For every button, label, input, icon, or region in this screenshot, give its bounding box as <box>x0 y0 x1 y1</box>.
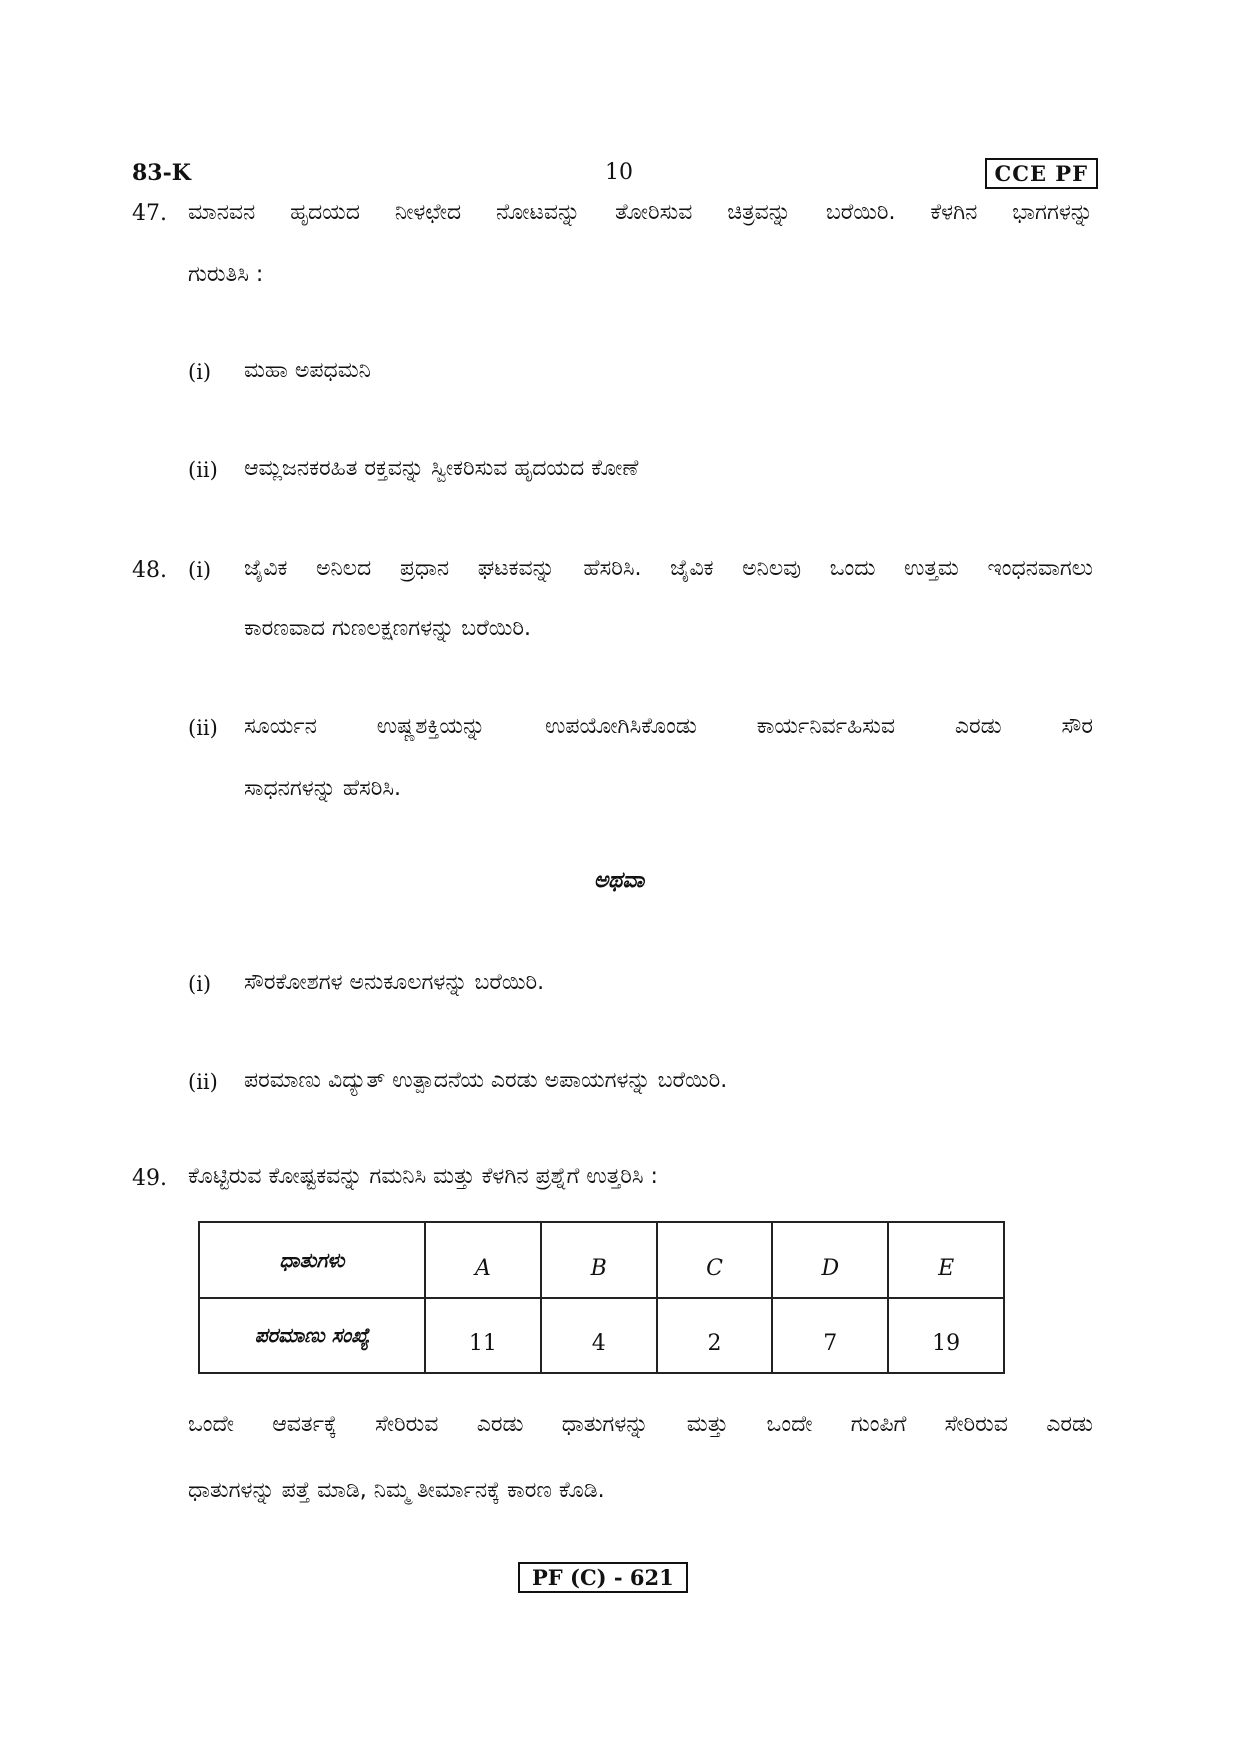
table-row-header: ಧಾತುಗಳು <box>199 1222 425 1298</box>
question-47-line-2: ಗುರುತಿಸಿ : <box>188 262 264 287</box>
elements-table <box>198 1221 1005 1374</box>
table-cell: E <box>888 1222 1004 1298</box>
q47-item-1-label: (i) <box>188 360 212 384</box>
question-49-line-2: ಧಾತುಗಳನ್ನು ಪತ್ತೆ ಮಾಡಿ, ನಿಮ್ಮ ತೀರ್ಮಾನಕ್ಕೆ ಕಾರಣ ಕೊಡಿ. <box>188 1478 605 1503</box>
q47-item-2-label: (ii) <box>188 458 218 482</box>
q48-alt-1-label: (i) <box>188 972 212 996</box>
q48-part-1-label: (i) <box>188 558 212 582</box>
table-cell: 2 <box>657 1298 773 1374</box>
table-row-header: ಪರಮಾಣು ಸಂಖ್ಯೆ <box>199 1298 425 1374</box>
question-47-line-1: ಮಾನವನ ಹೃದಯದ ನೀಳಛೇದ ನೋಟವನ್ನು ತೋರಿಸುವ ಚಿತ್ರವನ್ನು ಬರೆಯಿರಿ. ಕೆಳಗಿನ ಭಾಗಗಳನ್ನು <box>188 200 1093 225</box>
paper-code: 83-K <box>132 160 191 186</box>
table-cell: 11 <box>425 1298 541 1374</box>
table-cell: C <box>657 1222 773 1298</box>
q48-part-2-line-2: ಸಾಧನಗಳನ್ನು ಹೆಸರಿಸಿ. <box>244 776 402 801</box>
q48-alt-2-text: ಪರಮಾಣು ವಿದ್ಯುತ್ ಉತ್ಪಾದನೆಯ ಎರಡು ಅಪಾಯಗಳನ್ನು ಬರೆಯಿರಿ. <box>244 1068 728 1093</box>
table-cell: B <box>541 1222 657 1298</box>
q48-part-1-line-1: ಜೈವಿಕ ಅನಿಲದ ಪ್ರಧಾನ ಘಟಕವನ್ನು ಹೆಸರಿಸಿ. ಜೈವಿಕ ಅನಿಲವು ಒಂದು ಉತ್ತಮ ಇಂಧನವಾಗಲು <box>244 556 1093 581</box>
q47-item-1-text: ಮಹಾ ಅಪಧಮನಿ <box>244 358 371 383</box>
table-cell: 7 <box>772 1298 888 1374</box>
table-cell: D <box>772 1222 888 1298</box>
table-cell: A <box>425 1222 541 1298</box>
table-row <box>199 1222 1004 1298</box>
question-49-line-1: ಒಂದೇ ಆವರ್ತಕ್ಕೆ ಸೇರಿರುವ ಎರಡು ಧಾತುಗಳನ್ನು ಮತ್ತು ಒಂದೇ ಗುಂಪಿಗೆ ಸೇರಿರುವ ಎರಡು <box>188 1412 1093 1437</box>
q47-item-2-text: ಆಮ್ಲಜನಕರಹಿತ ರಕ್ತವನ್ನು ಸ್ವೀಕರಿಸುವ ಹೃದಯದ ಕೋಣೆ <box>244 456 639 481</box>
question-49-number: 49. <box>132 1166 167 1191</box>
q48-alt-2-label: (ii) <box>188 1070 218 1094</box>
or-separator: ಅಥವಾ <box>593 868 645 893</box>
series-code-box: CCE PF <box>985 158 1098 189</box>
table-cell: 4 <box>541 1298 657 1374</box>
page-number: 10 <box>605 160 633 185</box>
table-row <box>199 1298 1004 1374</box>
q48-part-1-line-2: ಕಾರಣವಾದ ಗುಣಲಕ್ಷಣಗಳನ್ನು ಬರೆಯಿರಿ. <box>244 616 531 641</box>
q48-part-2-label: (ii) <box>188 716 218 740</box>
table-cell: 19 <box>888 1298 1004 1374</box>
question-47-number: 47. <box>132 201 167 226</box>
q48-alt-1-text: ಸೌರಕೋಶಗಳ ಅನುಕೂಲಗಳನ್ನು ಬರೆಯಿರಿ. <box>244 970 545 995</box>
question-48-number: 48. <box>132 558 167 583</box>
q48-part-2-line-1: ಸೂರ್ಯನ ಉಷ್ಣಶಕ್ತಿಯನ್ನು ಉಪಯೋಗಿಸಿಕೊಂಡು ಕಾರ್ಯನಿರ್ವಹಿಸುವ ಎರಡು ಸೌರ <box>244 714 1093 739</box>
question-49-intro: ಕೊಟ್ಟಿರುವ ಕೋಷ್ಟಕವನ್ನು ಗಮನಿಸಿ ಮತ್ತು ಕೆಳಗಿನ ಪ್ರಶ್ನೆಗೆ ಉತ್ತರಿಸಿ : <box>188 1164 658 1189</box>
footer-code-box: PF (C) - 621 <box>518 1562 688 1593</box>
